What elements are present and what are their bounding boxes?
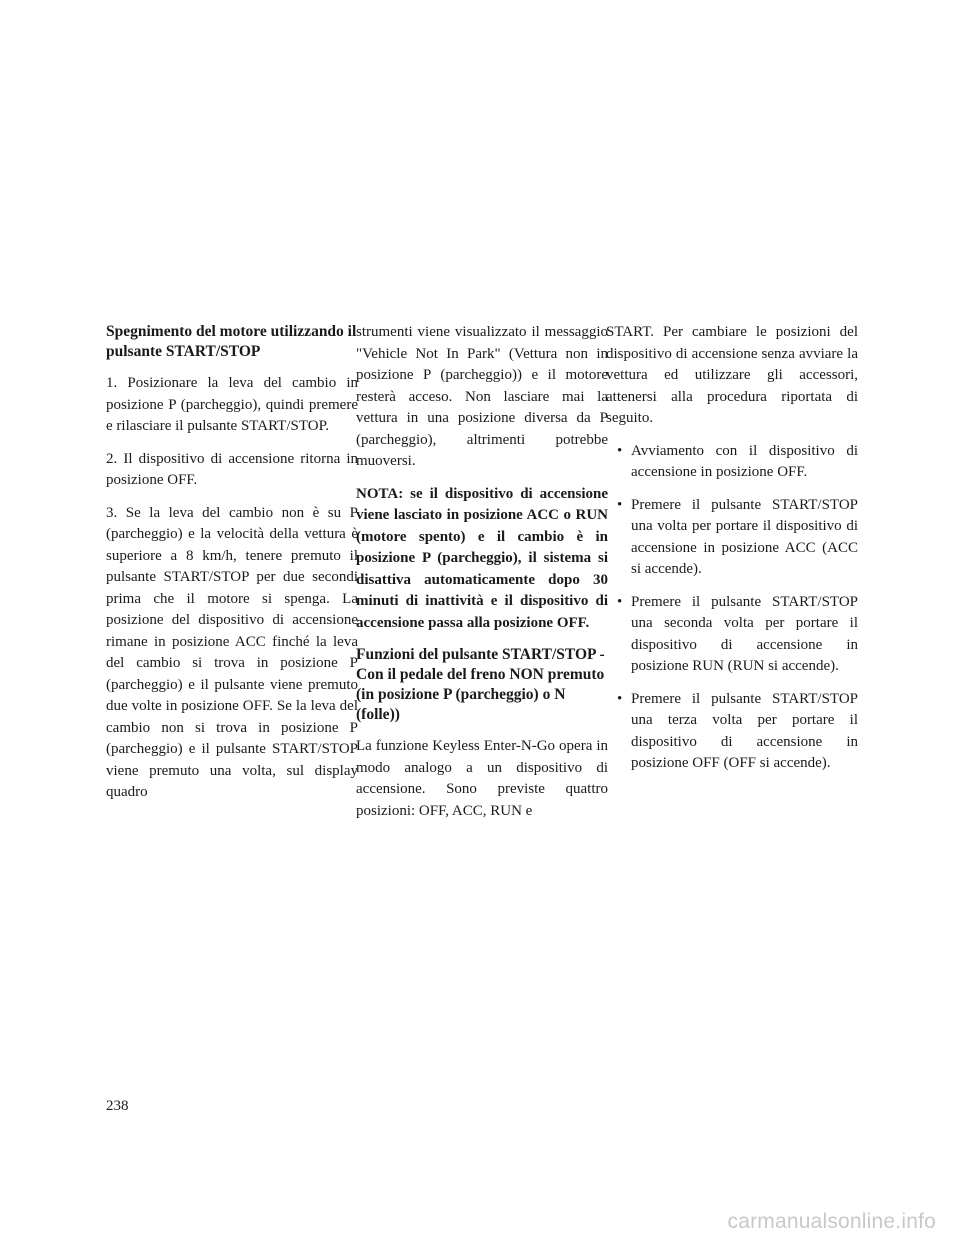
- watermark-logo: carmanualsonline.info: [727, 1210, 936, 1233]
- intro-part-2: START. Per cambiare le posizioni del dispositivo di accensione senza avviare la vettura ed utilizzare gli accessori, attenersi alla procedura riportata di seguito.: [606, 324, 858, 426]
- section-heading-shutdown: Spegnimento del motore utilizzando il pulsante START/STOP: [106, 323, 357, 360]
- column-middle: [356, 322, 608, 833]
- bullet-icon: •: [617, 496, 623, 513]
- column-right: [606, 322, 858, 786]
- section-heading-functions: Funzioni del pulsante START/STOP - Con il pedale del freno NON premuto (in posizione P (parcheggio) o N (folle)): [356, 646, 605, 723]
- bullet-list: [606, 441, 858, 775]
- list-item: • Premere il pulsante START/STOP una volta per portare il dispositivo di accensione in posizione ACC (ACC si accende).: [617, 496, 858, 577]
- page-number: 238: [106, 1098, 129, 1114]
- step-3-part-1: 3. Se la leva del cambio non è su P (parcheggio) e la velocità della vettura è superiore a 8 km/h, tenere premuto il pulsante START/STOP per due secondi prima che il motore si spenga. La posizione del dispositivo di accensione rimane in posizione ACC finché la leva del cambio si trova in posizione P (parcheggio) e il pulsante viene premuto due volte in posizione OFF. Se la leva del cambio non si trova in posizione P (parcheggio) e il pulsante START/STOP viene premuto una volta, sul display quadro: [106, 504, 358, 800]
- intro-part-1: La funzione Keyless Enter-N-Go opera in modo analogo a un dispositivo di accensione. Sono previste quattro posizioni: OFF, ACC, RUN e: [356, 738, 608, 819]
- column-left: [106, 322, 358, 815]
- bullet-icon: •: [617, 442, 623, 459]
- step-1: 1. Posizionare la leva del cambio in posizione P (parcheggio), quindi premere e rilasciare il pulsante START/STOP.: [106, 375, 358, 434]
- list-item: • Premere il pulsante START/STOP una seconda volta per portare il dispositivo di accensione in posizione RUN (RUN si accende).: [617, 593, 858, 674]
- bullet-icon: •: [617, 593, 623, 610]
- list-item: • Premere il pulsante START/STOP una terza volta per portare il dispositivo di accensione in posizione OFF (OFF si accende).: [617, 690, 858, 771]
- step-3-part-2: strumenti viene visualizzato il messaggio "Vehicle Not In Park" (Vettura non in posizione P (parcheggio)) e il motore resterà acceso. Non lasciare mai la vettura in una posizione diversa da P (parcheggio), altrimenti potrebbe muoversi.: [356, 324, 608, 469]
- step-2: 2. Il dispositivo di accensione ritorna in posizione OFF.: [106, 450, 358, 488]
- note-auto-off: NOTA: se il dispositivo di accensione viene lasciato in posizione ACC o RUN (motore spento) e il cambio è in posizione P (parcheggio), il sistema si disattiva automaticamente dopo 30 minuti di inattività e il dispositivo di accensione passa alla posizione OFF.: [356, 485, 608, 631]
- bullet-icon: •: [617, 690, 623, 707]
- list-item: • Avviamento con il dispositivo di accensione in posizione OFF.: [617, 442, 858, 480]
